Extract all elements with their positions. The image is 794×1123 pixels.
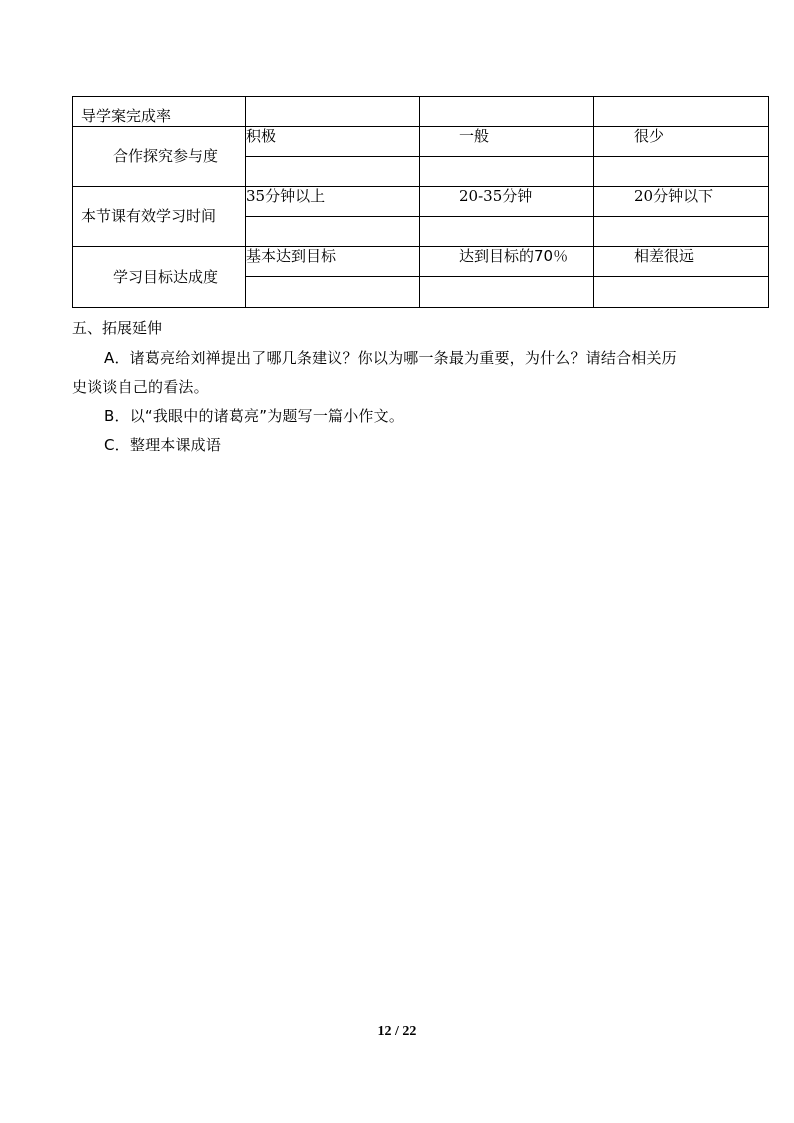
row-label: 合作探究参与度 <box>73 127 246 187</box>
option-label: 20-35分钟 <box>459 187 533 205</box>
question-b: B．以“我眼中的诸葛亮”为题写一篇小作文。 <box>104 407 405 425</box>
rating-cell[interactable] <box>594 217 769 247</box>
rating-cell[interactable] <box>246 97 420 127</box>
rating-cell[interactable] <box>420 217 594 247</box>
option-cell <box>420 127 594 157</box>
rating-cell[interactable] <box>594 157 769 187</box>
table-row <box>73 247 769 277</box>
option-cell <box>246 187 420 217</box>
option-cell <box>246 247 420 277</box>
table-row <box>73 97 769 127</box>
evaluation-table <box>72 96 769 308</box>
rating-cell[interactable] <box>420 97 594 127</box>
row-label: 本节课有效学习时间 <box>73 187 246 247</box>
rating-cell[interactable] <box>594 277 769 308</box>
option-label: 一般 <box>459 127 490 145</box>
row-label: 导学案完成率 <box>73 97 246 127</box>
option-cell <box>420 247 594 277</box>
option-cell <box>420 187 594 217</box>
option-label: 35分钟以上 <box>246 187 326 205</box>
rating-cell[interactable] <box>246 277 420 308</box>
option-label: 积极 <box>246 127 277 145</box>
rating-cell[interactable] <box>246 217 420 247</box>
option-label: 相差很远 <box>634 247 695 265</box>
option-label: 达到目标的70％ <box>459 247 569 265</box>
table-row <box>73 187 769 217</box>
option-label: 20分钟以下 <box>634 187 714 205</box>
rating-cell[interactable] <box>594 97 769 127</box>
rating-cell[interactable] <box>420 277 594 308</box>
question-c: C．整理本课成语 <box>104 436 222 454</box>
rating-cell[interactable] <box>420 157 594 187</box>
option-cell <box>594 127 769 157</box>
table-row <box>73 127 769 157</box>
rating-cell[interactable] <box>246 157 420 187</box>
option-cell <box>594 187 769 217</box>
row-label: 学习目标达成度 <box>73 247 246 308</box>
option-label: 很少 <box>634 127 665 145</box>
page-number: 12 / 22 <box>377 1024 417 1039</box>
option-cell <box>246 127 420 157</box>
question-a-line-2: 史谈谈自己的看法。 <box>72 378 209 396</box>
option-cell <box>594 247 769 277</box>
section-heading: 五、拓展延伸 <box>72 319 163 337</box>
option-label: 基本达到目标 <box>246 247 337 265</box>
question-a-line-1: A．诸葛亮给刘禅提出了哪几条建议？你以为哪一条最为重要，为什么？请结合相关历 <box>104 349 677 367</box>
